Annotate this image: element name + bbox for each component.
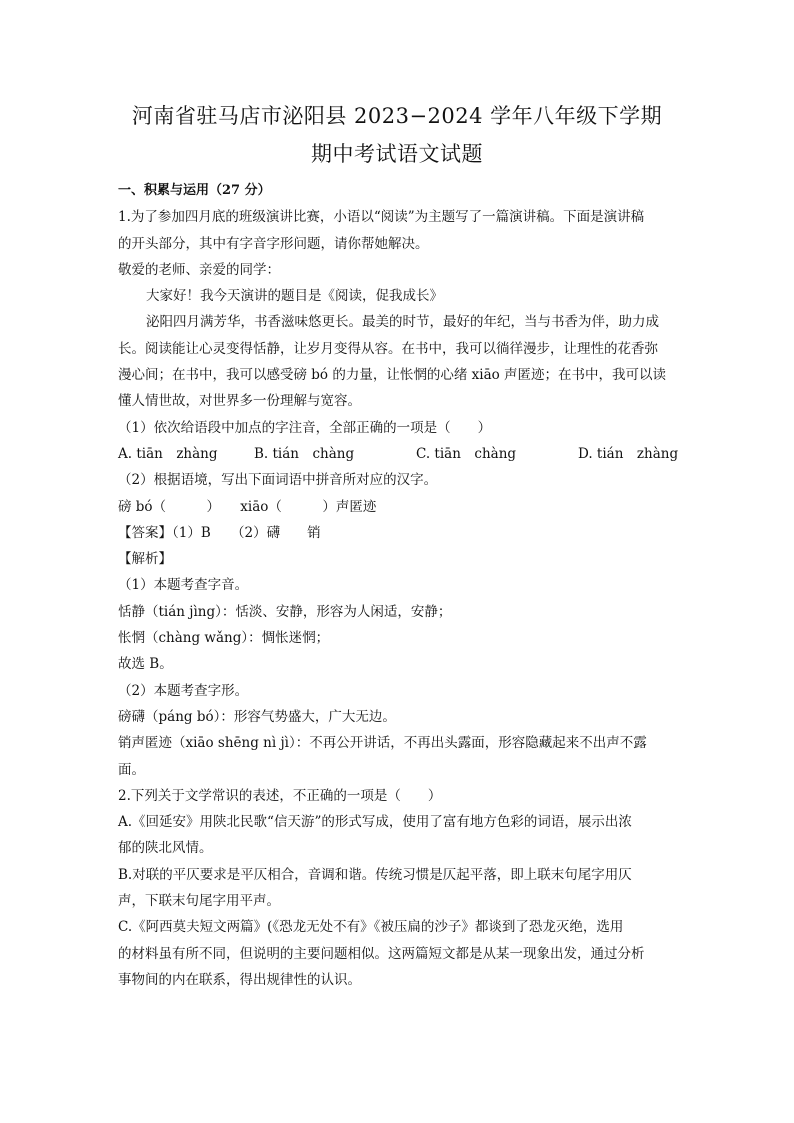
- speech-line3: 长。阅读能让心灵变得恬静，让岁月变得从容。在书中，我可以徜徉漫步，让理性的花香弥: [118, 340, 658, 357]
- option-c: C. tiān chàng: [416, 445, 517, 462]
- q2-option-b-line2: 声，下联末句尾字用平声。: [118, 893, 280, 910]
- speech-line2: 泌阳四月满芳华，书香滋味悠更长。最美的时节，最好的年纪，当与书香为伴，助力成: [146, 314, 659, 331]
- speech-line4: 漫心间；在书中，我可以感受磅 bó 的力量，让怅惘的心绪 xiāo 声匿迹；在书中，我可以读: [118, 367, 667, 384]
- q2-stem: 2.下列关于文学常识的表述，不正确的一项是（ ）: [118, 787, 442, 804]
- q1-answer: 【答案】（1）B （2）礴 销: [118, 524, 321, 541]
- q1-options: [118, 441, 678, 467]
- analysis-line3: 怅惘（chàng wǎng）：惆怅迷惘；: [118, 630, 330, 647]
- document-body: [118, 178, 678, 993]
- q1-stem-line1: 1.为了参加四月底的班级演讲比赛，小语以“阅读”为主题写了一篇演讲稿。下面是演讲稿: [118, 209, 645, 226]
- option-b: B. tián chàng: [254, 445, 355, 462]
- speech-greeting: 敬爱的老师、亲爱的同学：: [118, 261, 280, 278]
- q2-option-c-line2: 的材料虽有所不同，但说明的主要问题相似。这两篇短文都是从某一现象出发，通过分析: [118, 945, 645, 962]
- q2-option-a-line2: 郁的陕北风情。: [118, 840, 213, 857]
- analysis-line6: 磅礴（páng bó）：形容气势盛大，广大无边。: [118, 708, 396, 725]
- q1-fill-line: 磅 bó（ ） xiāo（ ）声匿迹: [118, 498, 377, 515]
- q2-option-a-line1: A.《回延安》用陕北民歌“信天游”的形式写成，使用了富有地方色彩的词语，展示出浓: [118, 814, 632, 831]
- q1-sub1: （1）依次给语段中加点的字注音，全部正确的一项是（ ）: [118, 419, 492, 436]
- q1-stem-line2: 的开头部分，其中有字音字形问题，请你帮她解决。: [118, 235, 429, 252]
- q2-option-b-line1: B.对联的平仄要求是平仄相合，音调和谐。传统习惯是仄起平落，即上联末句尾字用仄: [118, 866, 632, 883]
- option-d: D. tián zhàng: [578, 445, 679, 462]
- analysis-line1: （1）本题考查字音。: [118, 577, 249, 594]
- analysis-line4: 故选 B。: [118, 656, 173, 673]
- speech-line1: 大家好！我今天演讲的题目是《阅读，促我成长》: [146, 288, 443, 305]
- section-heading: 一、积累与运用（27 分）: [118, 183, 271, 198]
- q1-sub2: （2）根据语境，写出下面词语中拼音所对应的汉字。: [118, 472, 438, 489]
- q2-option-c-line1: C.《阿西莫夫短文两篇》(《恐龙无处不有》《被压扁的沙子》都谈到了恐龙灭绝，选用: [118, 919, 624, 936]
- speech-line5: 懂人情世故，对世界多一份理解与宽容。: [118, 393, 361, 410]
- analysis-label: 【解析】: [118, 551, 172, 568]
- page-title-line1: 河南省驻马店市泌阳县 2023−2024 学年八年级下学期: [131, 104, 663, 128]
- page-title-line2: 期中考试语文试题: [311, 142, 483, 166]
- analysis-line5: （2）本题考查字形。: [118, 682, 249, 699]
- analysis-line2: 恬静（tián jìng）：恬淡、安静，形容为人闲适，安静；: [118, 603, 452, 620]
- analysis-line8: 面。: [118, 761, 145, 778]
- q2-option-c-line3: 事物间的内在联系，得出规律性的认识。: [118, 971, 361, 988]
- option-a: A. tiān zhàng: [118, 445, 218, 462]
- analysis-line7: 销声匿迹（xiāo shēng nì jì）：不再公开讲话，不再出头露面，形容隐藏起来不出声不露: [118, 735, 647, 752]
